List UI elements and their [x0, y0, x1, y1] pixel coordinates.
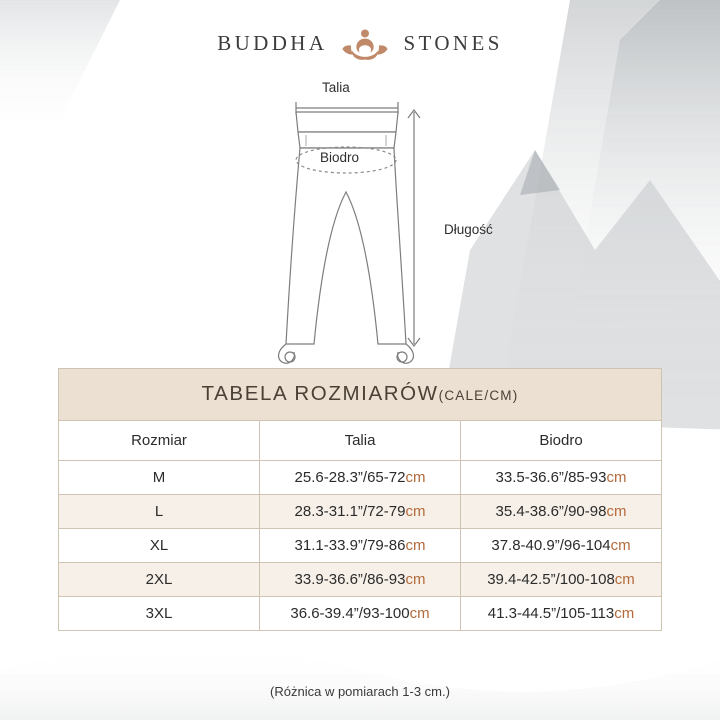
- cell-hip: [461, 597, 662, 631]
- table-row: [59, 563, 662, 597]
- label-waist: Talia: [322, 80, 350, 95]
- table-title-sub: (CALE/CM): [438, 388, 519, 403]
- column-header-hip: Biodro: [461, 421, 662, 461]
- brand-word-left: BUDDHA: [217, 30, 328, 55]
- cell-waist: [260, 529, 461, 563]
- cell-hip-value: 37.8-40.9”/96-104: [491, 537, 611, 554]
- cell-hip-value: 39.4-42.5”/100-108: [487, 571, 615, 588]
- cell-waist: [260, 495, 461, 529]
- cell-hip-unit: cm: [614, 571, 635, 588]
- cell-waist-unit: cm: [405, 537, 426, 554]
- cell-size: XL: [59, 529, 260, 563]
- cell-size: 2XL: [59, 563, 260, 597]
- cell-hip-value: 33.5-36.6”/85-93: [495, 469, 607, 486]
- table-title-main: TABELA ROZMIARÓW: [201, 382, 439, 405]
- table-title-cell: [59, 369, 662, 421]
- cell-waist-value: 28.3-31.1”/72-79: [294, 503, 406, 520]
- label-hip: Biodro: [320, 150, 360, 165]
- brand-word-right: STONES: [403, 30, 503, 55]
- lotus-meditation-icon: [339, 22, 391, 64]
- pants-illustration: [0, 72, 720, 372]
- cell-waist-unit: cm: [405, 571, 426, 588]
- table-row: [59, 597, 662, 631]
- footnote: (Różnica w pomiarach 1-3 cm.): [270, 684, 450, 699]
- column-header-waist: Talia: [260, 421, 461, 461]
- cell-hip-value: 41.3-44.5”/105-113: [487, 605, 615, 622]
- cell-waist-unit: cm: [409, 605, 430, 622]
- cell-hip-unit: cm: [606, 503, 627, 520]
- table-title-row: [59, 369, 662, 421]
- size-table: [58, 368, 662, 631]
- cell-hip: [461, 461, 662, 495]
- measurement-diagram: [0, 72, 720, 372]
- size-chart: [58, 368, 662, 631]
- cell-hip: [461, 563, 662, 597]
- cell-hip-unit: cm: [610, 537, 631, 554]
- table-row: [59, 495, 662, 529]
- table-row: [59, 461, 662, 495]
- cell-hip-value: 35.4-38.6”/90-98: [495, 503, 607, 520]
- brand-logo: [0, 22, 720, 64]
- table-row: [59, 529, 662, 563]
- cell-hip: [461, 529, 662, 563]
- cell-hip-unit: cm: [606, 469, 627, 486]
- column-header-size: Rozmiar: [59, 421, 260, 461]
- cell-waist-unit: cm: [405, 469, 426, 486]
- cell-waist-value: 25.6-28.3”/65-72: [294, 469, 406, 486]
- cell-hip: [461, 495, 662, 529]
- cell-waist-value: 33.9-36.6”/86-93: [294, 571, 406, 588]
- cell-waist-value: 31.1-33.9”/79-86: [294, 537, 406, 554]
- cell-waist-value: 36.6-39.4”/93-100: [290, 605, 410, 622]
- cell-size: M: [59, 461, 260, 495]
- label-length: Długość: [444, 222, 493, 237]
- cell-waist: [260, 597, 461, 631]
- table-header-row: [59, 421, 662, 461]
- cell-waist: [260, 563, 461, 597]
- cell-size: L: [59, 495, 260, 529]
- cell-waist-unit: cm: [405, 503, 426, 520]
- cell-size: 3XL: [59, 597, 260, 631]
- cell-hip-unit: cm: [614, 605, 635, 622]
- cell-waist: [260, 461, 461, 495]
